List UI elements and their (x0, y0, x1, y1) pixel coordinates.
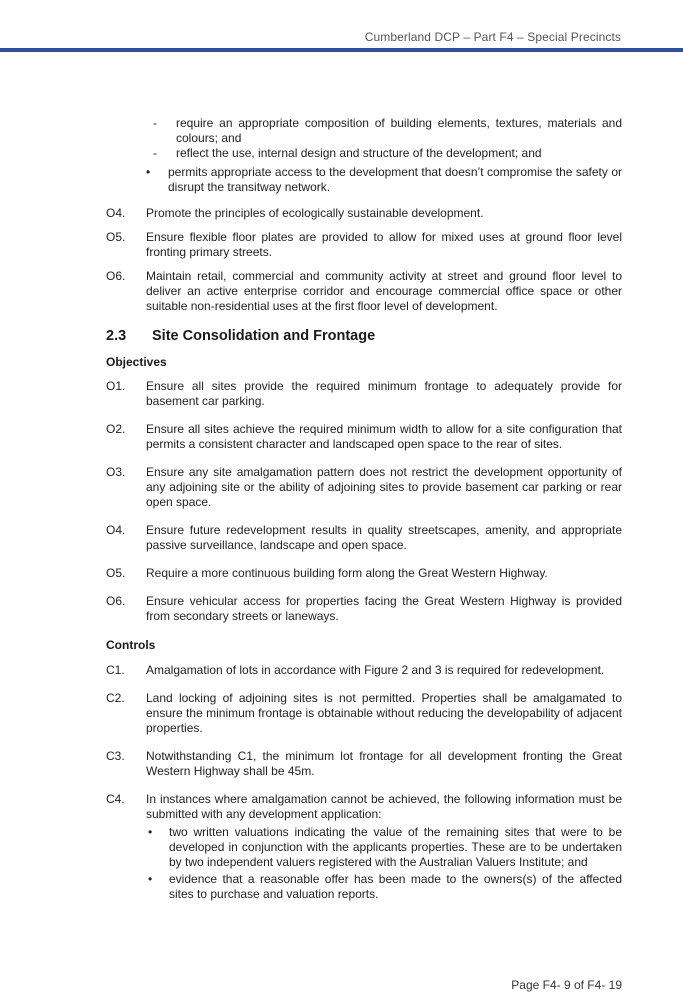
section-title: Site Consolidation and Frontage (152, 328, 376, 344)
item-text: Ensure future redevelopment results in quality streetscapes, amenity, and appropriate passive surveillance, landscape and open space. (146, 523, 622, 552)
bullet-marker: • (148, 872, 153, 886)
item-text: Maintain retail, commercial and community activity at street and ground floor level to deliver an active enterprise corridor and encourage commercial office space or other suitable non-residential uses at the first floor level of development. (146, 269, 622, 313)
item-number: O3. (106, 465, 126, 479)
objectives-heading: Objectives (106, 355, 167, 369)
controls-heading: Controls (106, 638, 156, 652)
item-number: O6. (106, 269, 126, 283)
item-text: Ensure all sites provide the required minimum frontage to adequately provide for basement car parking. (146, 379, 622, 408)
item-text: Require a more continuous building form along the Great Western Highway. (146, 566, 548, 580)
item-text: Ensure flexible floor plates are provided to allow for mixed uses at ground floor level fronting primary streets. (146, 230, 622, 259)
list-item-bullet (106, 165, 622, 195)
item-text: Land locking of adjoining sites is not permitted. Properties shall be amalgamated to ensure the minimum frontage is obtainable without reducing the developability of adjacent properties. (146, 691, 622, 735)
objective-item (106, 206, 622, 221)
dash-marker: - (153, 116, 157, 130)
section-heading (106, 329, 622, 344)
list-item-text: require an appropriate composition of building elements, textures, materials and colours; and (176, 116, 622, 145)
item-number: O4. (106, 206, 126, 220)
list-item-text: reflect the use, internal design and structure of the development; and (176, 146, 542, 160)
objective-item (106, 594, 622, 624)
objective-item (106, 465, 622, 510)
list-item-text: permits appropriate access to the development that doesn’t compromise the safety or disrupt the transitway network. (168, 165, 622, 194)
objective-item (106, 230, 622, 260)
objective-item (106, 379, 622, 409)
item-text: Amalgamation of lots in accordance with Figure 2 and 3 is required for redevelopment. (146, 663, 605, 677)
document-header-title: Cumberland DCP – Part F4 – Special Precincts (364, 30, 621, 44)
section-number: 2.3 (106, 328, 127, 344)
list-item-text: evidence that a reasonable offer has been made to the owners(s) of the affected sites to purchase and valuation reports. (169, 872, 622, 901)
item-number: C2. (106, 691, 125, 705)
item-number: O5. (106, 566, 126, 580)
dash-marker: - (153, 146, 157, 160)
bullet-marker: • (146, 165, 151, 179)
control-item (106, 749, 622, 779)
item-number: O2. (106, 422, 126, 436)
control-item (106, 691, 622, 736)
page-body (106, 116, 622, 902)
item-number: O1. (106, 379, 126, 393)
objective-item (106, 566, 622, 581)
item-text: Ensure vehicular access for properties facing the Great Western Highway is provided from secondary streets or laneways. (146, 594, 622, 623)
bullet-marker: • (148, 825, 153, 839)
item-number: O5. (106, 230, 126, 244)
item-text: Ensure all sites achieve the required minimum width to allow for a site configuration that permits a consistent character and landscaped open space to the rear of sites. (146, 422, 622, 451)
item-number: C1. (106, 663, 125, 677)
control-item (106, 792, 622, 902)
item-text: In instances where amalgamation cannot be achieved, the following information must be submitted with any development application: (146, 792, 622, 821)
item-number: O6. (106, 594, 126, 608)
item-text: Ensure any site amalgamation pattern does not restrict the development opportunity of any adjoining site or the ability of adjoining sites to provide basement car parking or rear open space. (146, 465, 622, 509)
page-number-footer: Page F4- 9 of F4- 19 (511, 978, 622, 992)
list-item-dash (106, 146, 622, 161)
item-text: Notwithstanding C1, the minimum lot frontage for all development fronting the Great Western Highway shall be 45m. (146, 749, 622, 778)
list-item-bullet (146, 872, 622, 902)
list-item-dash (106, 116, 622, 146)
header-divider (0, 48, 683, 52)
objective-item (106, 523, 622, 553)
item-number: C4. (106, 792, 125, 806)
item-number: C3. (106, 749, 125, 763)
list-item-text: two written valuations indicating the value of the remaining sites that were to be developed in conjunction with the applicants properties. These are to be undertaken by two independent valuers registered with the Australian Valuers Institute; and (169, 825, 622, 869)
list-item-bullet (146, 825, 622, 870)
item-number: O4. (106, 523, 126, 537)
item-text: Promote the principles of ecologically sustainable development. (146, 206, 484, 220)
objective-item (106, 422, 622, 452)
control-item (106, 663, 622, 678)
objective-item (106, 269, 622, 314)
